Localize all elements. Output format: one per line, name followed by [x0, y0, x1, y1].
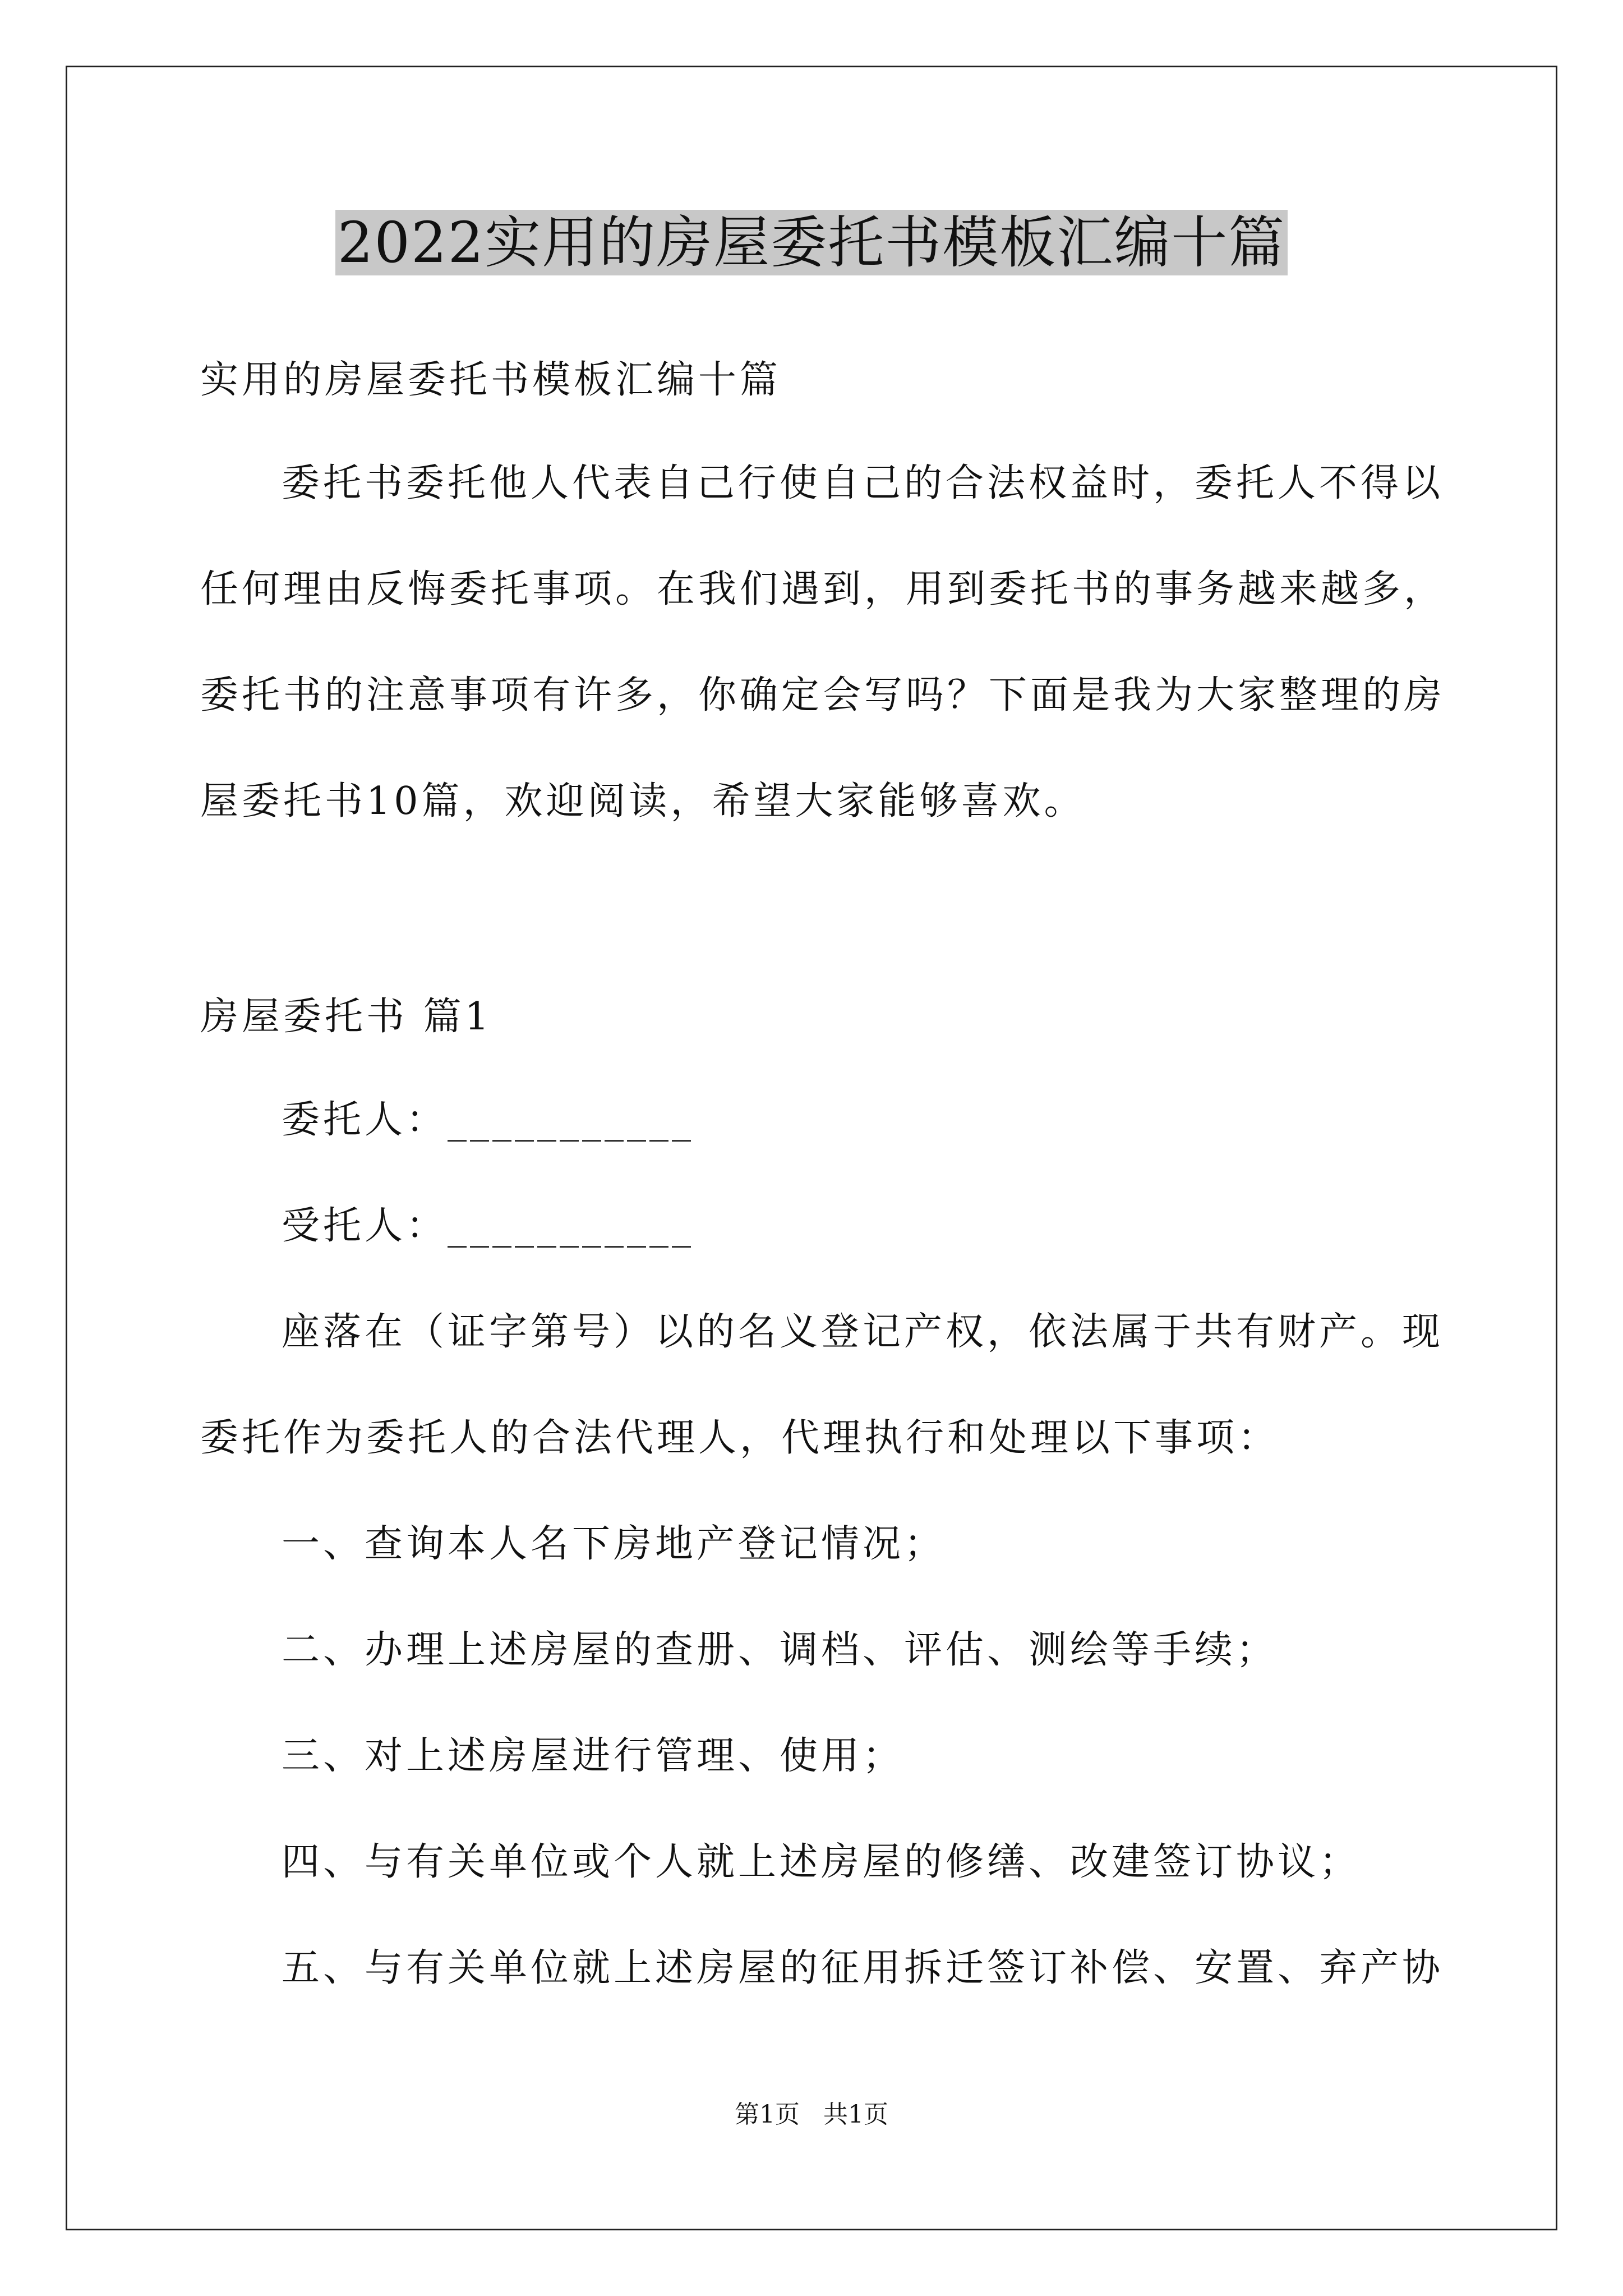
- section-heading: 房屋委托书 篇1: [200, 995, 492, 1039]
- list-item-3: 三、对上述房屋进行管理、使用；: [282, 1734, 905, 1778]
- intro-line-2: 任何理由反悔委托事项。在我们遇到，用到委托书的事务越来越多，: [200, 567, 1446, 611]
- list-item-2: 二、办理上述房屋的查册、调档、评估、测绘等手续；: [282, 1628, 1278, 1672]
- list-item-4: 四、与有关单位或个人就上述房屋的修缮、改建签订协议；: [282, 1840, 1361, 1884]
- document-title-text: 2022实用的房屋委托书模板汇编十篇: [335, 210, 1288, 275]
- list-item-1: 一、查询本人名下房地产登记情况；: [282, 1522, 946, 1566]
- body-line-2: 委托作为委托人的合法代理人，代理执行和处理以下事项：: [200, 1416, 1280, 1460]
- principal-field: 委托人：___________: [282, 1098, 695, 1142]
- agent-field: 受托人：___________: [282, 1204, 695, 1248]
- intro-line-3: 委托书的注意事项有许多，你确定会写吗？下面是我为大家整理的房: [200, 673, 1446, 717]
- document-subtitle: 实用的房屋委托书模板汇编十篇: [200, 358, 782, 402]
- body-line-1: 座落在（证字第号）以的名义登记产权，依法属于共有财产。现: [282, 1310, 1444, 1354]
- intro-line-4: 屋委托书10篇，欢迎阅读，希望大家能够喜欢。: [200, 779, 1086, 823]
- page-footer: 第1页 共1页: [735, 2100, 888, 2129]
- list-item-5: 五、与有关单位就上述房屋的征用拆迁签订补偿、安置、弃产协: [282, 1946, 1444, 1990]
- document-title: [0, 206, 1623, 279]
- intro-line-1: 委托书委托他人代表自己行使自己的合法权益时，委托人不得以: [282, 461, 1444, 505]
